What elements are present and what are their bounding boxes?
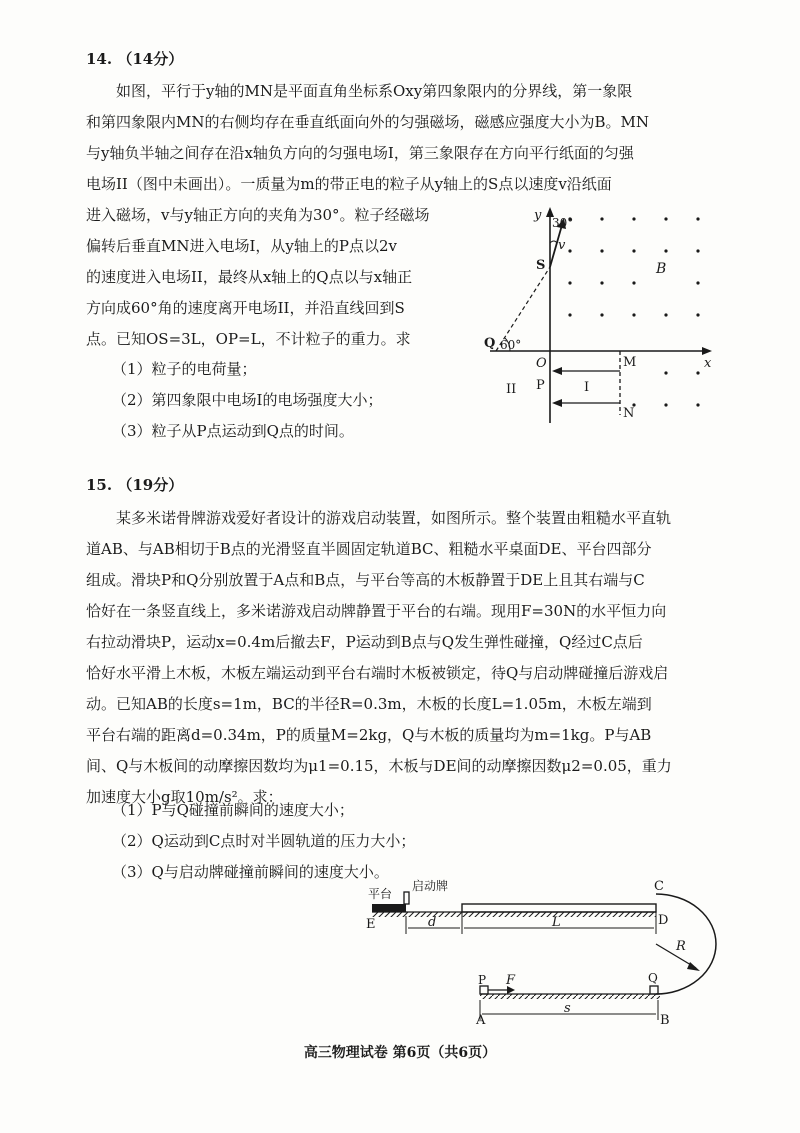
q14-line: 偏转后垂直MN进入电场I，从y轴上的P点以2v [86, 237, 397, 255]
q15-number [86, 474, 183, 495]
q15-line: 某多米诺骨牌游戏爱好者设计的游戏启动装置，如图所示。整个装置由粗糙水平直轨 [116, 509, 672, 527]
slider-p [480, 986, 488, 994]
q15-line: 道AB、与AB相切于B点的光滑竖直半圆固定轨道BC、粗糙水平桌面DE、平台四部分 [86, 540, 652, 558]
q15-line: 恰好在一条竖直线上，多米诺游戏启动牌静置于平台的右端。现用F=30N的水平恒力向 [86, 602, 667, 620]
q14-question-2: （2）第四象限中电场I的电场强度大小； [112, 391, 383, 409]
label-v: v [558, 238, 566, 253]
field-i-arrowhead-top [552, 367, 562, 375]
semicircle-track [656, 894, 716, 994]
label-y: y [534, 208, 542, 223]
q15-line: 加速度大小g取10m/s²。求： [86, 788, 283, 806]
q14-points: （14分） [117, 50, 184, 68]
q15-question-2: （2）Q运动到C点时对半圆轨道的压力大小； [112, 832, 416, 850]
label-b: B [660, 1013, 670, 1026]
label-f: F [506, 973, 516, 988]
label-field-i: I [584, 380, 590, 395]
label-n: N [623, 406, 635, 421]
label-a: A [476, 1013, 486, 1026]
x-axis-arrow [702, 347, 712, 355]
magnetic-field-dots [568, 217, 699, 406]
label-starter: 启动牌 [412, 879, 449, 893]
table-de-hatch [372, 912, 656, 917]
q14-text-wrap [86, 200, 486, 355]
label-d-point: D [658, 913, 669, 928]
q15-number-text: 15. [86, 476, 113, 494]
q14-line: 与y轴负半轴之间存在沿x轴负方向的匀强电场I，第三象限存在方向平行纸面的匀强 [86, 144, 634, 162]
q15-text [86, 503, 726, 813]
label-s: S [536, 258, 546, 273]
q14-figure [470, 205, 720, 425]
label-l-dim: L [552, 915, 561, 930]
q14-question-3: （3）粒子从P点运动到Q点的时间。 [112, 422, 354, 440]
wooden-board [462, 904, 656, 912]
slider-q [650, 986, 658, 994]
platform [372, 904, 406, 912]
label-30: 30° [552, 216, 574, 230]
q15-line: 间、Q与木板间的动摩擦因数均为μ1=0.15，木板与DE间的动摩擦因数μ2=0.05，重力 [86, 757, 672, 775]
q14-line: 进入磁场，v与y轴正方向的夹角为30°。粒子经磁场 [86, 206, 430, 224]
q15-line: 恰好水平滑上木板，木板左端运动到平台右端时木板被锁定，待Q与启动牌碰撞后游戏启 [86, 664, 669, 682]
track-ab-hatch [480, 994, 660, 999]
q15-line: 组成。滑块P和Q分别放置于A点和B点，与平台等高的木板静置于DE上且其右端与C [86, 571, 645, 589]
label-o: O [536, 356, 547, 371]
label-platform: 平台 [368, 887, 393, 901]
label-b: B [656, 261, 667, 277]
q15-line: 平台右端的距离d=0.34m，P的质量M=2kg，Q与木板的质量均为m=1kg。P与AB [86, 726, 652, 744]
q15-question-3: （3）Q与启动牌碰撞前瞬间的速度大小。 [112, 863, 389, 881]
page-footer: 高三物理试卷 第6页（共6页） [303, 1045, 497, 1061]
label-p: P [478, 973, 487, 987]
field-i-arrowhead-bottom [552, 399, 562, 407]
starter-domino [404, 892, 409, 904]
q15-figure [360, 876, 730, 1026]
q15-line: 右拉动滑块P，运动x=0.4m后撤去F，P运动到B点与Q发生弹性碰撞，Q经过C点后 [86, 633, 643, 651]
label-m: M [623, 355, 637, 370]
q15-question-1: （1）P与Q碰撞前瞬间的速度大小； [112, 801, 354, 819]
q14-line: 点。已知OS=3L，OP=L，不计粒子的重力。求 [86, 330, 411, 348]
label-r: R [676, 939, 686, 954]
q14-text-full [86, 76, 726, 200]
q14-line: 如图，平行于y轴的MN是平面直角坐标系Oxy第四象限内的分界线，第一象限 [116, 82, 633, 100]
label-q: Q [484, 336, 496, 351]
label-c: C [654, 879, 664, 894]
label-x: x [704, 356, 712, 371]
label-e: E [366, 917, 376, 932]
q15-line: 动。已知AB的长度s=1m，BC的半径R=0.3m，木板的长度L=1.05m，木板左端到 [86, 695, 652, 713]
q15-points: （19分） [117, 476, 184, 494]
label-60: 60° [500, 338, 522, 352]
q14-number-text: 14. [86, 50, 113, 68]
label-field-ii: II [506, 382, 517, 397]
label-p: P [536, 378, 545, 393]
q14-question-1: （1）粒子的电荷量； [112, 360, 257, 378]
q14-line: 的速度进入电场II，最终从x轴上的Q点以与x轴正 [86, 268, 413, 286]
label-d-dim: d [428, 915, 437, 930]
q14-line: 和第四象限内MN的右侧均存在垂直纸面向外的匀强磁场，磁感应强度大小为B。MN [86, 113, 649, 131]
q14-line: 方向成60°角的速度离开电场II，并沿直线回到S [86, 299, 405, 317]
angle-30-arc [550, 241, 557, 243]
q14-number [86, 48, 183, 69]
label-q: Q [648, 971, 658, 985]
q14-line: 电场II（图中未画出）。一质量为m的带正电的粒子从y轴上的S点以速度v沿纸面 [86, 175, 612, 193]
label-s-dim: s [564, 1001, 571, 1016]
